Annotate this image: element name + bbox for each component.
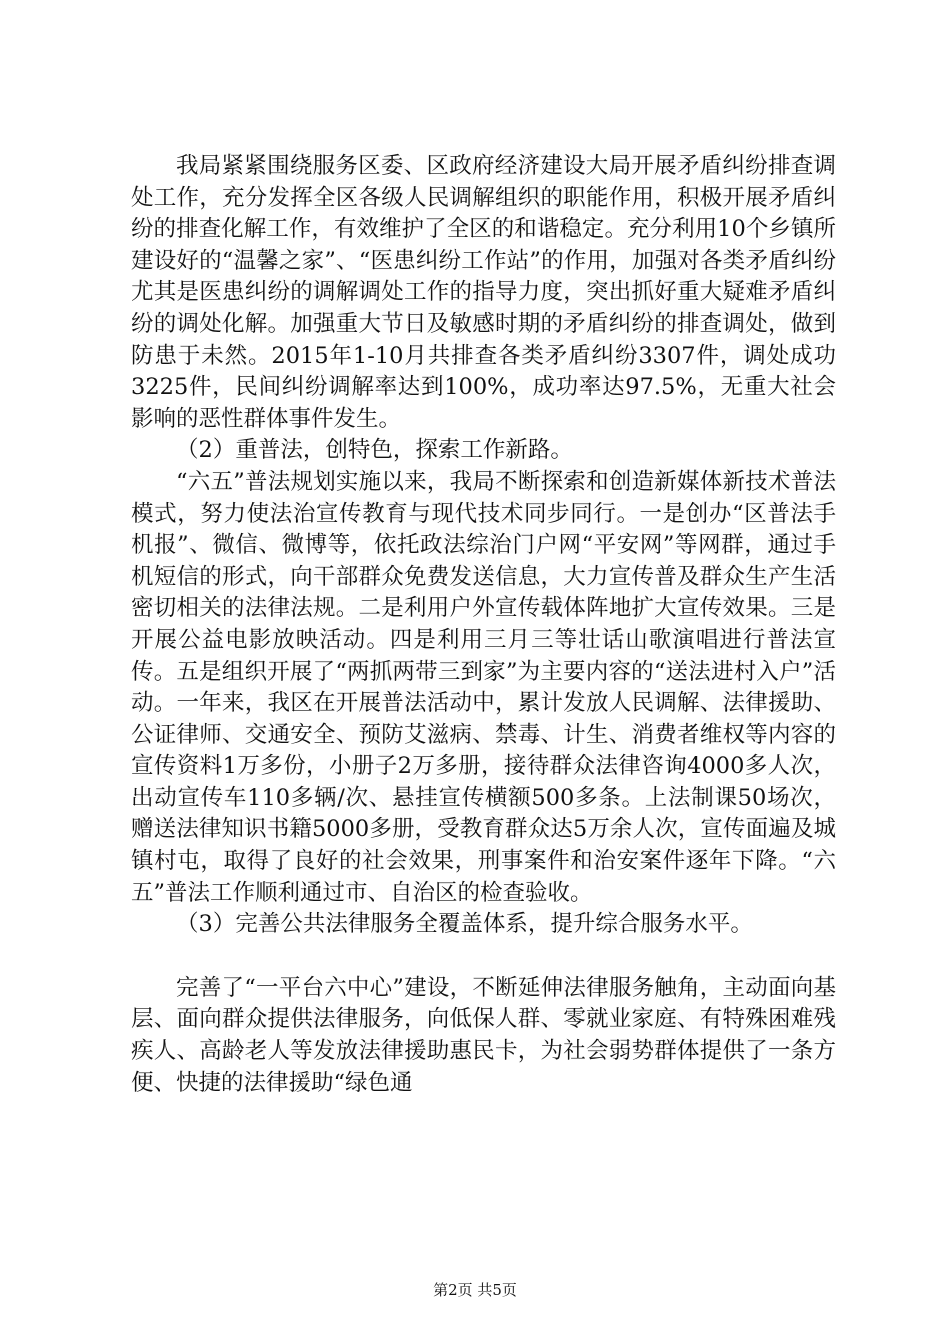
page-footer: 第2页 共5页 (433, 1281, 517, 1299)
section-heading-legal-education: （2）重普法，创特色，探索工作新路。 (176, 437, 573, 464)
paragraph-dispute-mediation: 我局紧紧围绕服务区委、区政府经济建设大局开展矛盾纠纷排查调处工作，充分发挥全区各级人民调解组织的职能作用，积极开展矛盾纠纷的排查化解工作，有效维护了全区的和谐稳定。充分利用10个乡镇所建设好的“温馨之家”、“医患纠纷工作站”的作用，加强对各类矛盾纠纷尤其是医患纠纷的调解调处工作的指导力度，突出抓好重大疑难矛盾纠纷的调处化解。加强重大节日及敏感时期的矛盾纠纷的排查调处，做到防患于未然。2015年1-10月共排查各类矛盾纠纷3307件，调处成功3225件，民间纠纷调解率达到100%，成功率达97.5%，无重大社会影响的恶性群体事件发生。 (131, 153, 836, 432)
paragraph-legal-education: “六五”普法规划实施以来，我局不断探索和创造新媒体新技术普法模式，努力使法治宣传教育与现代技术同步同行。一是创办“区普法手机报”、微信、微博等，依托政法综治门户网“平安网”等网群，通过手机短信的形式，向干部群众免费发送信息，大力宣传普及群众生产生活密切相关的法律法规。二是利用户外宣传载体阵地扩大宣传效果。三是开展公益电影放映活动。四是利用三月三等壮话山歌演唱进行普法宣传。五是组织开展了“两抓两带三到家”为主要内容的“送法进村入户”活动。一年来，我区在开展普法活动中，累计发放人民调解、法律援助、公证律师、交通安全、预防艾滋病、禁毒、计生、消费者维权等内容的宣传资料1万多份，小册子2万多册，接待群众法律咨询4000多人次，出动宣传车110多辆/次、悬挂宣传横额500多条。上法制课50场次，赠送法律知识书籍5000多册，受教育群众达5万余人次，宣传面遍及城镇村屯，取得了良好的社会效果，刑事案件和治安案件逐年下降。“六五”普法工作顺利通过市、自治区的检查验收。 (131, 468, 836, 906)
document-body (131, 151, 836, 1099)
section-heading-public-legal-service: （3）完善公共法律服务全覆盖体系，提升综合服务水平。 (176, 911, 753, 938)
paragraph-public-legal-service: 完善了“一平台六中心”建设，不断延伸法律服务触角，主动面向基层、面向群众提供法律服务，向低保人群、零就业家庭、有特殊困难残疾人、高龄老人等发放法律援助惠民卡，为社会弱势群体提供了一条方便、快捷的法律援助“绿色通 (131, 974, 836, 1096)
